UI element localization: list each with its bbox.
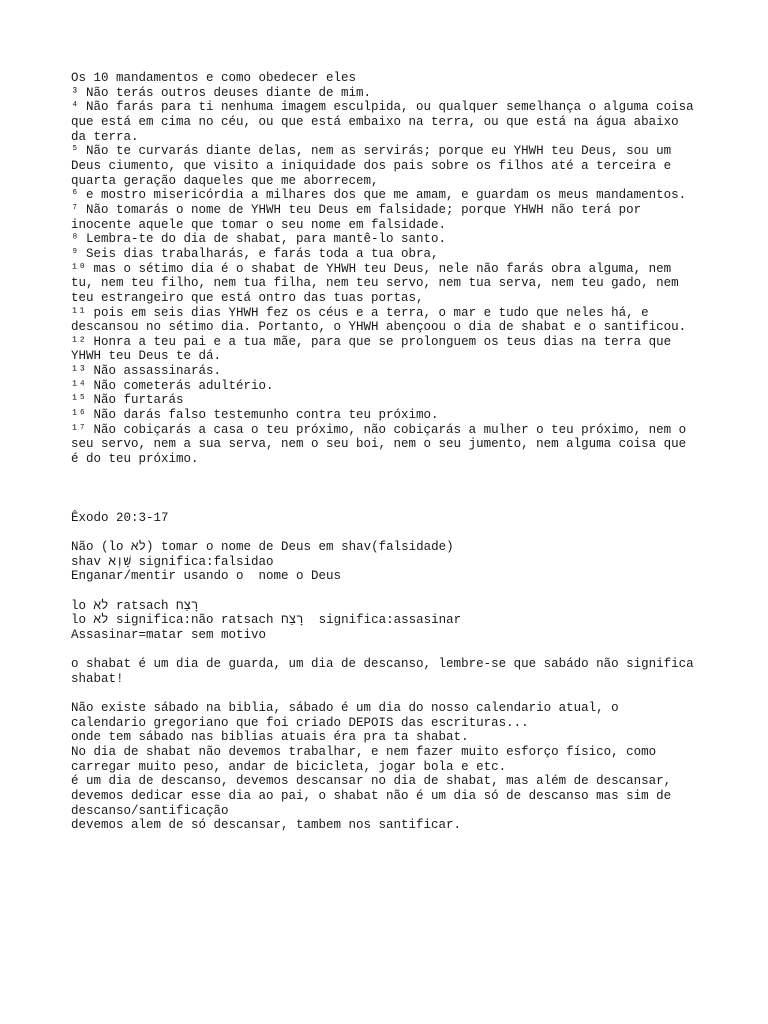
note-ratsach-3: Assasinar=matar sem motivo: [71, 627, 267, 642]
blank-line: [71, 481, 711, 496]
note-sabado-1: Não existe sábado na biblia, sábado é um dia do nosso calendario atual, o: [71, 701, 619, 716]
blank-line: [71, 584, 711, 599]
verse-17-line-3: é do teu próximo.: [71, 452, 199, 467]
verse-17-line-2: seu servo, nem a sua serva, nem o seu boi, nem o seu jumento, nem alguma coisa que: [71, 437, 687, 452]
note-ratsach-2: lo לא significa:não ratsach רָצַח significa:assasinar: [71, 613, 462, 628]
verse-14: ¹⁴ Não cometerás adultério.: [71, 378, 274, 393]
note-shav-1: Não (lo לא) tomar o nome de Deus em shav(falsidade): [71, 539, 454, 554]
verse-12-line-1: ¹² Honra a teu pai e a tua mãe, para que se prolonguem os teus dias na terra que: [71, 334, 672, 349]
verse-8: ⁸ Lembra-te do dia de shabat, para mantê-lo santo.: [71, 232, 447, 247]
verse-6: ⁶ e mostro misericórdia a milhares dos que me amam, e guardam os meus mandamentos.: [71, 188, 687, 203]
verse-9: ⁹ Seis dias trabalharás, e farás toda a tua obra,: [71, 246, 439, 261]
note-sabado-2: calendario gregoriano que foi criado DEPOIS das escrituras...: [71, 715, 529, 730]
note-shav-3: Enganar/mentir usando o nome o Deus: [71, 569, 342, 584]
blank-line: [71, 525, 711, 540]
verse-7-line-1: ⁷ Não tomarás o nome de YHWH teu Deus em falsidade; porque YHWH não terá por: [71, 202, 642, 217]
verse-10-line-2: tu, nem teu filho, nem tua filha, nem teu servo, nem tua serva, nem teu gado, nem: [71, 276, 679, 291]
reference-exodo: Êxodo 20:3-17: [71, 510, 169, 525]
document-page: [71, 71, 711, 833]
document-title: Os 10 mandamentos e como obedecer eles: [71, 71, 357, 85]
verse-17-line-1: ¹⁷ Não cobiçarás a casa o teu próximo, não cobiçarás a mulher o teu próximo, nem o: [71, 422, 687, 437]
verse-15: ¹⁵ Não furtarás: [71, 393, 184, 408]
blank-line: [71, 467, 711, 482]
verse-3: ³ Não terás outros deuses diante de mim.: [71, 85, 372, 100]
note-sabado-6: é um dia de descanso, devemos descansar no dia de shabat, mas além de descansar,: [71, 774, 672, 789]
note-sabado-8: descanso/santificação: [71, 803, 229, 818]
note-ratsach-1: lo לא ratsach רָצַח: [71, 598, 199, 613]
note-sabado-5: carregar muito peso, andar de bicicleta, jogar bola e etc.: [71, 759, 507, 774]
verse-5-line-3: quarta geração daqueles que me aborrecem,: [71, 173, 379, 188]
verse-12-line-2: YHWH teu Deus te dá.: [71, 349, 222, 364]
blank-line: [71, 496, 711, 511]
verse-11-line-2: descansou no sétimo dia. Portanto, o YHWH abençoou o dia de shabat e o santificou.: [71, 320, 687, 335]
verse-5-line-2: Deus ciumento, que visito a iniquidade dos pais sobre os filhos até a terceira e: [71, 158, 672, 173]
note-sabado-7: devemos dedicar esse dia ao pai, o shabat não é um dia só de descanso mas sim de: [71, 789, 672, 804]
verse-4-line-1: ⁴ Não farás para ti nenhuma imagem esculpida, ou qualquer semelhança o alguma coisa: [71, 100, 694, 115]
note-sabado-3: onde tem sábado nas biblias atuais éra pra ta shabat.: [71, 730, 469, 745]
note-sabado-4: No dia de shabat não devemos trabalhar, e nem fazer muito esforço físico, como: [71, 745, 657, 760]
note-shav-2: shav שָׁוְא significa:falsidao: [71, 554, 274, 569]
verse-10-line-1: ¹⁰ mas o sétimo dia é o shabat de YHWH teu Deus, nele não farás obra alguma, nem: [71, 261, 672, 276]
verse-10-line-3: teu estrangeiro que está ontro das tuas portas,: [71, 290, 424, 305]
blank-line: [71, 643, 711, 658]
verse-5-line-1: ⁵ Não te curvarás diante delas, nem as servirás; porque eu YHWH teu Deus, sou um: [71, 144, 672, 159]
note-shabat-2: shabat!: [71, 671, 124, 686]
note-shabat-1: o shabat é um dia de guarda, um dia de descanso, lembre-se que sabádo não significa: [71, 657, 694, 672]
verse-11-line-1: ¹¹ pois em seis dias YHWH fez os céus e a terra, o mar e tudo que neles há, e: [71, 305, 649, 320]
verse-4-line-2: que está em cima no céu, ou que está embaixo na terra, ou que está na água abaixo: [71, 114, 679, 129]
blank-line: [71, 686, 711, 701]
verse-7-line-2: inocente aquele que tomar o seu nome em falsidade.: [71, 217, 447, 232]
verse-13: ¹³ Não assassinarás.: [71, 364, 222, 379]
verse-16: ¹⁶ Não darás falso testemunho contra teu próximo.: [71, 408, 439, 423]
note-sabado-9: devemos alem de só descansar, tambem nos santificar.: [71, 818, 462, 833]
verse-4-line-3: da terra.: [71, 129, 139, 144]
